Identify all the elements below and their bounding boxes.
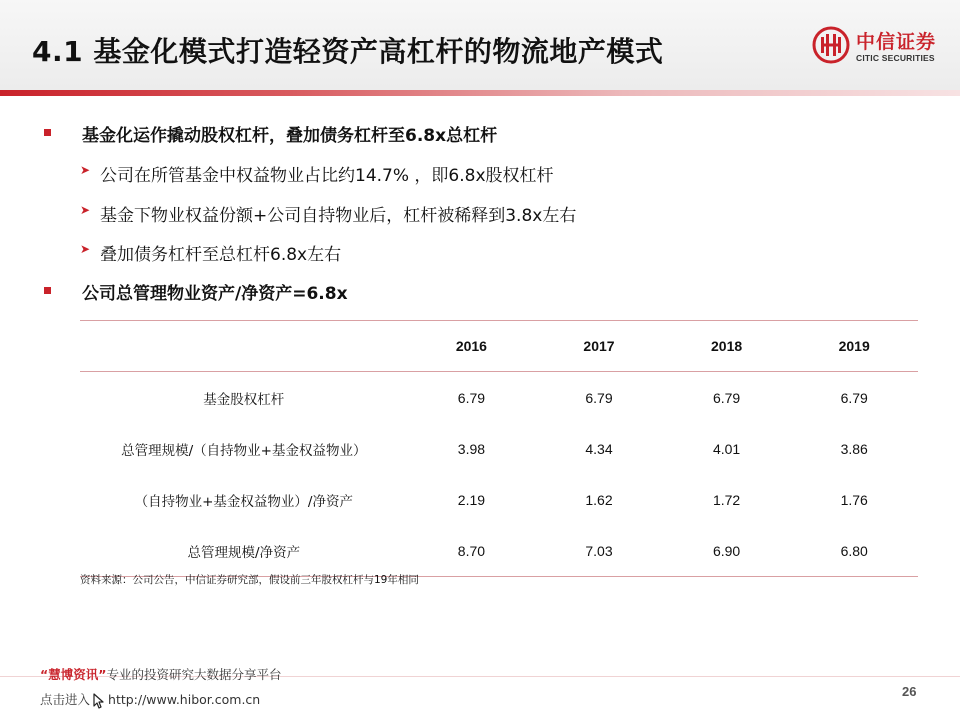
- sub-bullet-text: 基金下物业权益份额+公司自持物业后，杠杆被稀释到3.8x左右: [100, 206, 577, 226]
- logo-name-en: CITIC SECURITIES: [856, 53, 935, 63]
- arrow-bullet-icon: ➤: [80, 203, 91, 217]
- cursor-pointer-icon: [92, 693, 106, 709]
- promo-link-prefix: 点击进入: [40, 692, 91, 707]
- leverage-table: [80, 320, 918, 577]
- table-cell: 1.62: [585, 491, 613, 508]
- table-row: [80, 474, 918, 525]
- table-cell: 4.34: [585, 440, 613, 457]
- row-label: 总管理规模/（自持物业+基金权益物业）: [121, 442, 367, 459]
- logo-name-cn: 中信证券: [856, 31, 937, 53]
- sub-bullet-text: 叠加债务杠杆至总杠杆6.8x左右: [100, 245, 342, 265]
- table-cell: 2.19: [457, 491, 486, 508]
- table-cell: 7.03: [535, 525, 663, 577]
- square-bullet-icon: [44, 129, 51, 136]
- table-cell: 6.80: [790, 525, 918, 577]
- table-cell: 6.79: [712, 389, 741, 406]
- sub-bullet-text: 公司在所管基金中权益物业占比约14.7% ，即6.8x股权杠杆: [100, 166, 554, 186]
- row-label: 基金股权杠杆: [203, 391, 285, 408]
- table-cell: 8.70: [408, 525, 536, 577]
- table-header-cell: 2018: [663, 321, 791, 372]
- table-header-cell: 2019: [790, 321, 918, 372]
- slide-header: [0, 0, 960, 90]
- page-number: 26: [902, 684, 917, 699]
- arrow-bullet-icon: ➤: [80, 242, 91, 256]
- bullet-1-text: 基金化运作撬动股权杠杆，叠加债务杠杆至6.8x总杠杆: [82, 126, 498, 146]
- table-cell: 3.98: [457, 440, 486, 457]
- table-cell: 6.90: [663, 525, 791, 577]
- citic-logo: [812, 26, 947, 70]
- table-header-cell: 2017: [535, 321, 663, 372]
- square-bullet-icon: [44, 287, 51, 294]
- table-header-row: [80, 321, 918, 372]
- source-note: 资料来源：公司公告，中信证券研究部，假设前三年股权杠杆与19年相同: [80, 574, 419, 586]
- hibor-link[interactable]: http://www.hibor.com.cn: [108, 692, 261, 707]
- table-cell: 1.76: [840, 491, 868, 508]
- promo-tagline: [40, 665, 281, 683]
- header-divider: [0, 90, 960, 96]
- table-cell: 6.79: [457, 389, 486, 406]
- promo-brand: “慧博资讯”: [40, 667, 107, 682]
- table-cell: 6.79: [840, 389, 868, 406]
- table-row: [80, 423, 918, 474]
- promo-link-line: [40, 690, 260, 709]
- table-cell: 6.79: [585, 389, 613, 406]
- table-row: [80, 525, 918, 577]
- citic-logo-icon: [812, 26, 850, 64]
- table-cell: 4.01: [712, 440, 741, 457]
- table-row: [80, 372, 918, 424]
- arrow-bullet-icon: ➤: [80, 163, 91, 177]
- table-cell: 1.72: [712, 491, 741, 508]
- row-label: 总管理规模/净资产: [80, 525, 408, 577]
- slide-title: 4.1 基金化模式打造轻资产高杠杆的物流地产模式: [32, 35, 664, 68]
- promo-text: 专业的投资研究大数据分享平台: [106, 667, 282, 682]
- table-header-cell: 2016: [408, 321, 536, 372]
- bullet-2-text: 公司总管理物业资产/净资产=6.8x: [82, 284, 348, 304]
- table-header-cell: [80, 321, 408, 372]
- table-cell: 3.86: [840, 440, 868, 457]
- row-label: （自持物业+基金权益物业）/净资产: [134, 493, 353, 510]
